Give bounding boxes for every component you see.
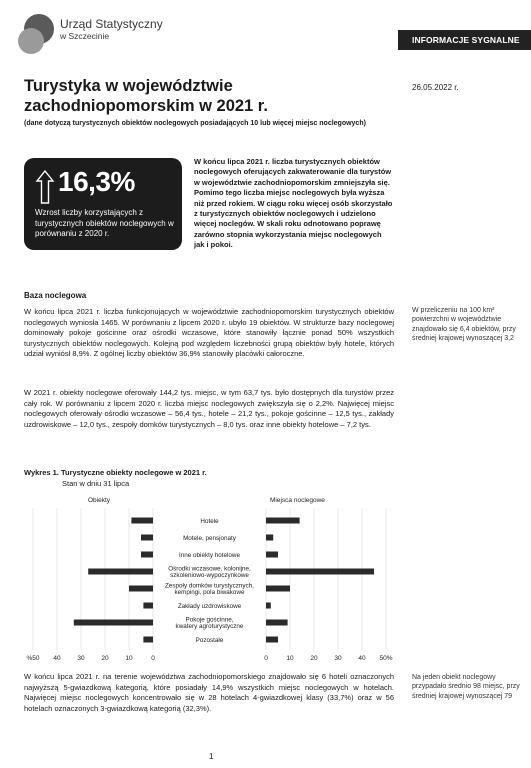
x-tick-label-left: 20 (101, 655, 109, 662)
x-tick-label-right: 50% (379, 655, 393, 662)
bar-obiekty (131, 518, 153, 524)
x-tick-label-left: 0 (151, 655, 155, 662)
arrow-up-icon (35, 169, 55, 205)
bar-obiekty (141, 552, 153, 558)
publication-date: 26.05.2022 r. (412, 83, 459, 92)
category-label: Pokoje gościnne, (185, 616, 234, 624)
bar-obiekty (143, 637, 153, 643)
category-label: Ośrodki wczasowe, kolonijne, (168, 565, 251, 573)
highlight-description: Wzrost liczby korzystających z turystycznych obiektów noclegowych w porównaniu z 2020 r. (35, 208, 174, 238)
series-label-right: Miejsca noclegowe (270, 497, 325, 504)
x-tick-label-right: 10 (286, 655, 294, 662)
category-label: Pozostałe (195, 636, 224, 644)
x-tick-label-right: 0 (264, 655, 268, 662)
bar-obiekty (88, 569, 153, 575)
bar-obiekty (74, 620, 153, 626)
x-tick-label-left: %50 (26, 655, 40, 662)
category-label: Zakłady uzdrowiskowe (177, 602, 242, 610)
publication-type-badge: INFORMACJE SYGNALNE (398, 30, 531, 50)
document-title: Turystyka w województwie zachodniopomorskim w 2021 r. (24, 77, 268, 115)
paragraph-1: W końcu lipca 2021 r. liczba funkcjonujących w województwie zachodniopomorskim turystycznych obiektów noclegowych wyniosła 1465. W porównaniu z lipcem 2020 r. ubyło 19 obiektów. W strukturze bazy noclegowej dominowały pokoje gościnne oraz ośrodki wczasowe, które stanowiły łącznie ponad 50% wszystkich turystycznych obiektów noclegowych. Kolejną pod względem liczebności grupą obiektów były hotele, których udział wyniósł 8,9%. Z ogólnej liczby obiektów 36,9% stanowiły placówki całoroczne. (24, 307, 394, 359)
bar-miejsca (266, 603, 271, 609)
bar-miejsca (266, 637, 278, 643)
bar-miejsca (266, 535, 273, 541)
section-heading: Baza noclegowa (24, 291, 87, 300)
lead-paragraph: W końcu lipca 2021 r. liczba turystycznych obiektów noclegowych oferujących zakwaterowanie dla turystów w województwie zachodniopomorskim zmniejszyła się. Pomimo tego liczba miejsc noclegowych była wyższa niż przed rokiem. W ciągu roku więcej osób skorzystało z turystycznych obiektów noclegowych i udzielono więcej noclegów. W skali roku odnotowano poprawę zarówno stopnia wykorzystania miejsc noclegowych jak i pokoi. (194, 157, 393, 250)
butterfly-bar-chart (0, 488, 400, 662)
category-label: Hotele (200, 517, 219, 525)
category-label: kempingi, pola biwakowe (174, 589, 245, 597)
bar-miejsca (266, 620, 288, 626)
highlight-box (24, 158, 182, 250)
x-tick-label-right: 40 (358, 655, 366, 662)
bar-miejsca (266, 552, 278, 558)
category-label: szkoleniowo-wypoczynkowe (170, 572, 249, 580)
logo-mark (24, 14, 54, 44)
x-tick-label-left: 10 (125, 655, 133, 662)
x-tick-label-left: 40 (53, 655, 61, 662)
document-subtitle: (dane dotyczą turystycznych obiektów noclegowych posiadających 10 lub więcej miejsc noclegowych) (24, 120, 366, 127)
bar-miejsca (266, 518, 300, 524)
series-label-left: Obiekty (88, 497, 111, 504)
side-note-1: W przeliczeniu na 100 km² powierzchni w województwie znajdowało się 6,4 obiektów, przy średniej krajowej wynoszącej 3,2 (412, 307, 516, 343)
x-tick-label-right: 20 (310, 655, 318, 662)
category-label: Inne obiekty hotelowe (179, 551, 240, 559)
logo-title: Urząd Statystyczny (60, 16, 163, 31)
highlight-value: 16,3% (58, 166, 135, 197)
page-number: 1 (209, 752, 214, 761)
category-label: Motele, pensjonaty (183, 534, 236, 542)
x-tick-label-right: 30 (334, 655, 342, 662)
bar-obiekty (141, 535, 153, 541)
paragraph-3: W końcu lipca 2021 r. na terenie województwa zachodniopomorskiego znajdowało się 6 hoteli oznaczonych najwyższą 5-gwiazdkową kategorią, które posiadały 14,9% wszystkich miejsc noclegowych w hotelach. Najwięcej miejsc noclegowych koncentrowało się w 28 hotelach 4-gwiazdkowej klasy (33,7%) oraz w 56 hotelach oznaczonych 3-gwiazdkową kategorią (32,3%). (24, 672, 394, 713)
paragraph-2: W 2021 r. obiekty noclegowe oferowały 144,2 tys. miejsc, w tym 63,7 tys. było dostępnych dla turystów przez cały rok. W porównaniu z lipcem 2020 r. liczba miejsc noclegowych zwiększyła się o 2,2%. Najwięcej miejsc noclegowych oferowały ośrodki wczasowe – 56,4 tys., hotele – 21,2 tys., pokoje gościnne – 12,5 tys., zakłady uzdrowiskowe – 12,0 tys., zespoły domków turystycznych – 8,0 tys. oraz inne obiekty hotelowe – 7,2 tys. (24, 388, 394, 429)
chart-title: Wykres 1. Turystyczne obiekty noclegowe w 2021 r. (24, 468, 207, 477)
category-label: kwatery agroturystyczne (175, 623, 244, 631)
bar-obiekty (129, 586, 153, 592)
side-note-2: Na jeden obiekt noclegowy przypadało średnio 98 miejsc, przy średniej krajowej wynoszącej 79 (412, 674, 520, 700)
bar-miejsca (266, 569, 374, 575)
category-label: Zespoły domków turystycznych, (165, 582, 254, 590)
bar-miejsca (266, 586, 290, 592)
logo (24, 14, 163, 44)
bar-obiekty (143, 603, 153, 609)
chart-subtitle: Stan w dniu 31 lipca (62, 479, 130, 488)
x-tick-label-left: 30 (77, 655, 85, 662)
logo-subtitle: w Szczecinie (60, 30, 110, 41)
